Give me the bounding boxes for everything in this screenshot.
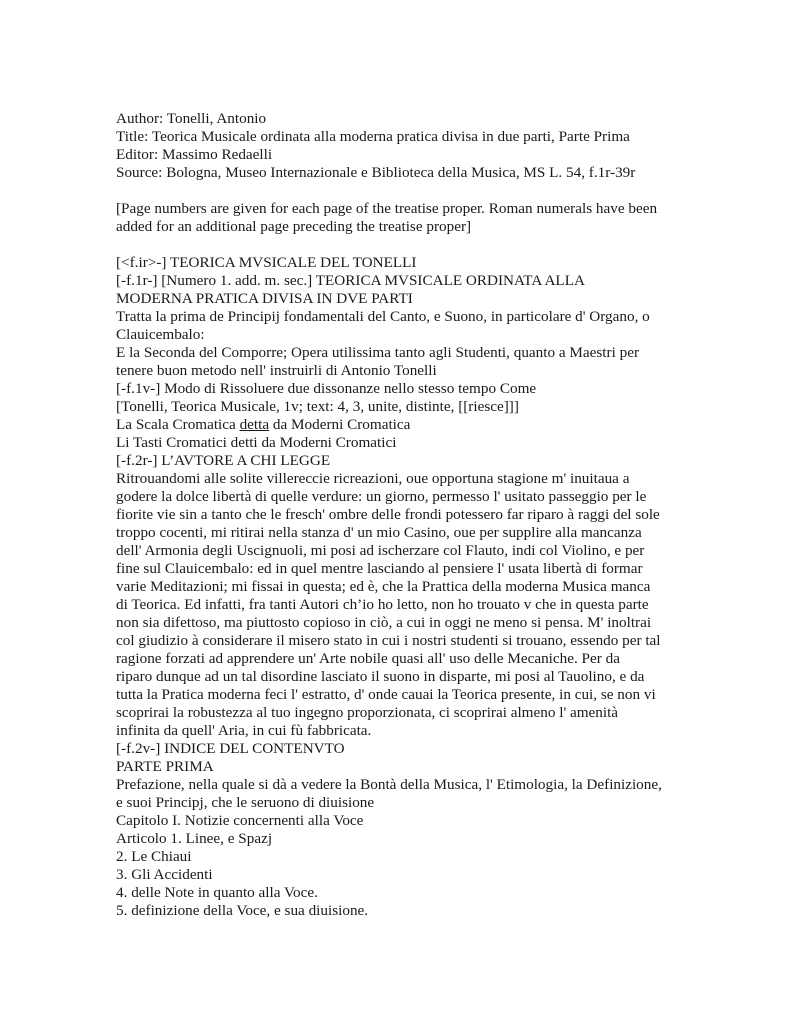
text-segment: La Scala Cromatica [116, 416, 240, 433]
index-entry: Articolo 1. Linee, e Spazj [116, 830, 273, 847]
section-heading: PARTE PRIMA [116, 758, 214, 775]
scala-cromatica-line [116, 416, 681, 434]
index-entry: Capitolo I. Notizie concernenti alla Voce [116, 812, 364, 829]
author-line: Author: Tonelli, Antonio [116, 110, 267, 127]
editorial-note-line: added for an additional page preceding the treatise proper] [116, 218, 472, 235]
text-line: di Teorica. Ed infatti, fra tanti Autori ch’io ho letto, non ho trouato v che in questa parte [116, 596, 649, 613]
text-line: non sia difettoso, ma piuttosto copioso in ciò, a cui in oggi ne meno si pensa. M' inoltrai [116, 614, 652, 631]
index-entry: 5. definizione della Voce, e sua diuisione. [116, 902, 369, 919]
editorial-note-line: [Page numbers are given for each page of the treatise proper. Roman numerals have been [116, 200, 658, 217]
text-line: fiorite vie sin a tanto che le fresch' ombre delle frondi potessero far riparo à raggi del sole [116, 506, 660, 523]
source-line: Source: Bologna, Museo Internazionale e Biblioteca della Musica, MS L. 54, f.1r-39r [116, 164, 636, 181]
text-line: e suoi Principj, che le seruono di diuisione [116, 794, 375, 811]
text-line: fine sul Clauicembalo: ed in quel mentre lasciando al pensiere l' usata libertà di formar [116, 560, 643, 577]
text-line: ragione forzati ad apprendere un' Arte nobile quasi all' uso delle Mecaniche. Per da [116, 650, 620, 667]
text-line: scoprirai la robustezza al tuo ingegno proporzionata, ci scoprirai almeno l' amenità [116, 704, 619, 721]
text-line: [-f.1r-] [Numero 1. add. m. sec.] TEORICA MVSICALE ORDINATA ALLA [116, 272, 585, 289]
text-line: [Tonelli, Teorica Musicale, 1v; text: 4, 3, unite, distinte, [[riesce]]] [116, 398, 519, 415]
index-entry: 4. delle Note in quanto alla Voce. [116, 884, 318, 901]
text-line: Li Tasti Cromatici detti da Moderni Cromatici [116, 434, 397, 451]
text-line: troppo cocenti, mi ritirai nella stanza d' un mio Casino, oue per supplire alla mancanza [116, 524, 642, 541]
index-entry: 2. Le Chiaui [116, 848, 192, 865]
text-line: [<f.ir>-] TEORICA MVSICALE DEL TONELLI [116, 254, 417, 271]
text-line: godere la dolce libertà di quelle verdure: un giorno, permesso l' usitato passeggio per le [116, 488, 647, 505]
underlined-word: detta [239, 416, 270, 433]
text-line: infinita da quell' Aria, in cui fù fabbricata. [116, 722, 372, 739]
text-line: MODERNA PRATICA DIVISA IN DVE PARTI [116, 290, 413, 307]
text-line: col giudizio à considerare il misero stato in cui i nostri studenti si trouano, essendo per tal [116, 632, 661, 649]
text-line: Ritrouandomi alle solite villereccie ricreazioni, oue opportuna stagione m' inuitaua a [116, 470, 630, 487]
text-line: E la Seconda del Comporre; Opera utilissima tanto agli Studenti, quanto a Maestri per [116, 344, 639, 361]
text-line: varie Meditazioni; mi fissai in questa; ed è, che la Prattica della moderna Musica manca [116, 578, 651, 595]
text-line: Prefazione, nella quale si dà a vedere la Bontà della Musica, l' Etimologia, la Definizione, [116, 776, 662, 793]
document-text [116, 110, 681, 920]
text-line: riparo dunque ad un tal disordine lasciato il suono in disparte, mi posi al Tauolino, e da [116, 668, 645, 685]
text-line: Clauicembalo: [116, 326, 205, 343]
text-line: dell' Armonia degli Uscignuoli, mi posi ad ischerzare col Flauto, indi col Violino, e per [116, 542, 645, 559]
text-line: Tratta la prima de Principij fondamentali del Canto, e Suono, in particolare d' Organo, o [116, 308, 650, 325]
section-heading: [-f.2v-] INDICE DEL CONTENVTO [116, 740, 345, 757]
text-segment: da Moderni Cromatica [269, 416, 411, 433]
title-line: Title: Teorica Musicale ordinata alla moderna pratica divisa in due parti, Parte Prima [116, 128, 630, 145]
spacer [116, 236, 681, 254]
text-line: tutta la Pratica moderna feci l' estratto, d' onde cauai la Teorica presente, in cui, se non vi [116, 686, 656, 703]
editor-line: Editor: Massimo Redaelli [116, 146, 273, 163]
spacer [116, 182, 681, 200]
text-line: tenere buon metodo nell' instruirli di Antonio Tonelli [116, 362, 437, 379]
index-entry: 3. Gli Accidenti [116, 866, 213, 883]
section-heading: [-f.2r-] L’AVTORE A CHI LEGGE [116, 452, 331, 469]
text-line: [-f.1v-] Modo di Rissoluere due dissonanze nello stesso tempo Come [116, 380, 537, 397]
